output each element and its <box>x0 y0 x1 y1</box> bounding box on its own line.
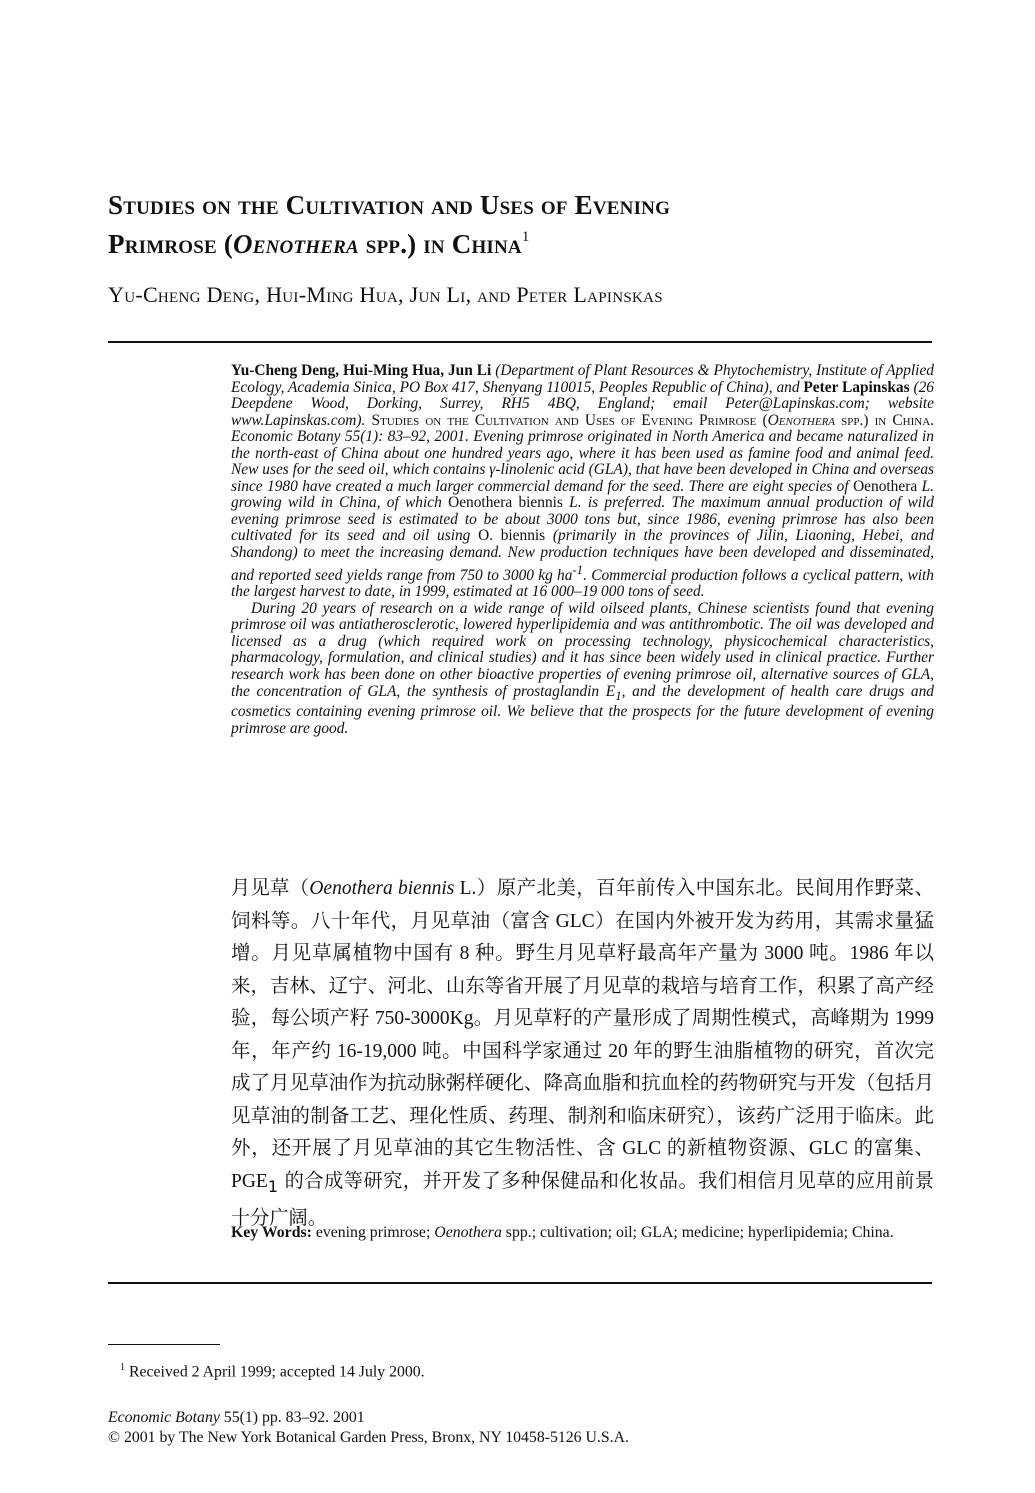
top-divider <box>108 341 932 343</box>
article-title <box>108 188 928 261</box>
abstract-ref-title: Studies on the Cultivation and Uses of Evening Primrose (Oenothera spp.) in China. <box>371 411 934 429</box>
journal-citation: Economic Botany 55(1) pp. 83–92. 2001 <box>108 1409 365 1426</box>
abstract-authors: Yu-Cheng Deng, Hui-Ming Hua, Jun Li <box>231 362 492 379</box>
chinese-species-name: Oenothera biennis <box>309 878 455 899</box>
title-line-1: Studies on the Cultivation and Uses of Evening <box>108 190 671 220</box>
title-genus: Oenothera <box>233 229 359 259</box>
abstract-address: (26 Deepdene Wood, Dorking, Surrey, RH5 4BQ, England; email Peter@Lapinskas.com; website www.Lapinskas.com). <box>231 378 934 429</box>
title-line-2-start: Primrose ( <box>108 229 234 259</box>
gamma-symbol: γ <box>489 461 496 479</box>
abstract-affiliation: (Department of Plant Resources & Phytochemistry, Institute of Applied Ecology, Academia Sinica, PO Box 417, Shenyang 110015, Peoples Republic of China), and <box>231 362 934 396</box>
footnote-mark: 1 <box>120 1362 125 1373</box>
copyright-notice: © 2001 by The New York Botanical Garden Press, Bronx, NY 10458-5126 U.S.A. <box>108 1429 629 1446</box>
bottom-divider <box>108 1282 932 1284</box>
abstract <box>231 363 934 737</box>
abstract-author-2: Peter Lapinskas <box>803 378 910 396</box>
footnote <box>120 1358 425 1382</box>
key-words-label: Key Words: <box>231 1224 312 1241</box>
abstract-paragraph-1: Yu-Cheng Deng, Hui-Ming Hua, Jun Li (Department of Plant Resources & Phytochemistry, Institute of Applied Ecology, Academia Sinica, PO Box 417, Shenyang 110015, Peoples Republic of China), and Peter Lapinskas (26 Deepdene Wood, Dorking, Surrey, RH5 4BQ, England; email Peter@Lapinskas.com; website www.Lapinskas.com). Studies on the Cultivation and Uses of Evening Primrose (Oenothera spp.) in China. Economic Botany 55(1): 83–92, 2001. Evening primrose originated in North America and became naturalized in the north-east of China about one hundred years ago, where it has been used as famine food and animal feed. New uses for the seed oil, which contains γ-linolenic acid (GLA), that have been developed in China and overseas since 1980 have created a much larger commercial demand for the seed. There are eight species of Oenothera L. growing wild in China, of which Oenothera biennis L. is preferred. The maximum annual production of wild evening primrose seed is estimated to be about 3000 tons but, since 1986, evening primrose has also been cultivated for its seed and oil using O. biennis (primarily in the provinces of Jilin, Liaoning, Hebei, and Shandong) to meet the increasing demand. New production techniques have been developed and disseminated, and reported seed yields range from 750 to 3000 kg $ha^{-1}$. Commercial production follows a cyclical pattern, with the largest harvest to date, in 1999, estimated at 16 000–19 000 tons of seed. <box>231 362 935 601</box>
genus-name: Oenothera <box>853 477 918 495</box>
abstract-ref-journal: Economic Botany 55(1): 83–92, 2001. <box>231 428 469 446</box>
journal-name: Economic Botany <box>108 1409 220 1426</box>
abstract-paragraph-2: During 20 years of research on a wide range of wild oilseed plants, Chinese scientists found that evening primrose oil was antiatherosclerotic, lowered hyperlipidemia and was antithrombotic. The oil was developed and licensed as a drug (which required work on processing technology, physicochemical characteristics, pharmacology, formulation, and clinical studies) and it has since been widely used in clinical practice. Further research work has been done on other bioactive properties of evening primrose oil, alternative sources of GLA, the concentration of GLA, the synthesis of prostaglandin $E_1$, and the development of health care drugs and cosmetics containing evening primrose oil. We believe that the prospects for the future development of evening primrose are good. <box>231 599 934 737</box>
footnote-divider <box>108 1344 220 1345</box>
species-abbrev: O. biennis <box>478 527 546 545</box>
title-footnote-mark: 1 <box>521 229 530 245</box>
species-name: Oenothera biennis <box>448 494 563 512</box>
key-words: Key Words: evening primrose; Oenothera spp.; cultivation; oil; GLA; medicine; hyperlipidemia; China. <box>231 1224 894 1241</box>
title-line-2-end: spp.) in China <box>358 229 522 259</box>
author-list: Yu-Cheng Deng, Hui-Ming Hua, Jun Li, and Peter Lapinskas <box>108 282 663 307</box>
chinese-abstract: 月见草（Oenothera biennis L.）原产北美，百年前传入中国东北。民间用作野菜、饲料等。八十年代，月见草油（富含 GLC）在国内外被开发为药用，其需求量猛增。月见草属植物中国有 8 种。野生月见草籽最高年产量为 3000 吨。1986 年以来，吉林、辽宁、河北、山东等省开展了月见草的栽培与培育工作，积累了高产经验，每公顷产籽 750-3000Kg。月见草籽的产量形成了周期性模式，高峰期为 1999 年，年产约 16-19,000 吨。中国科学家通过 20 年的野生油脂植物的研究，首次完成了月见草油作为抗动脉粥样硬化、降高血脂和抗血栓的药物研究与开发（包括月见草油的制备工艺、理化性质、药理、制剂和临床研究），该药广泛用于临床。此外，还开展了月见草油的其它生物活性、含 GLC 的新植物资源、GLC 的富集、$PGE_1$ 的合成等研究，并开发了多种保健品和化妆品。我们相信月见草的应用前景十分广阔。 <box>231 876 934 1229</box>
footnote-text: Received 2 April 1999; accepted 14 July 2000. <box>125 1363 425 1381</box>
